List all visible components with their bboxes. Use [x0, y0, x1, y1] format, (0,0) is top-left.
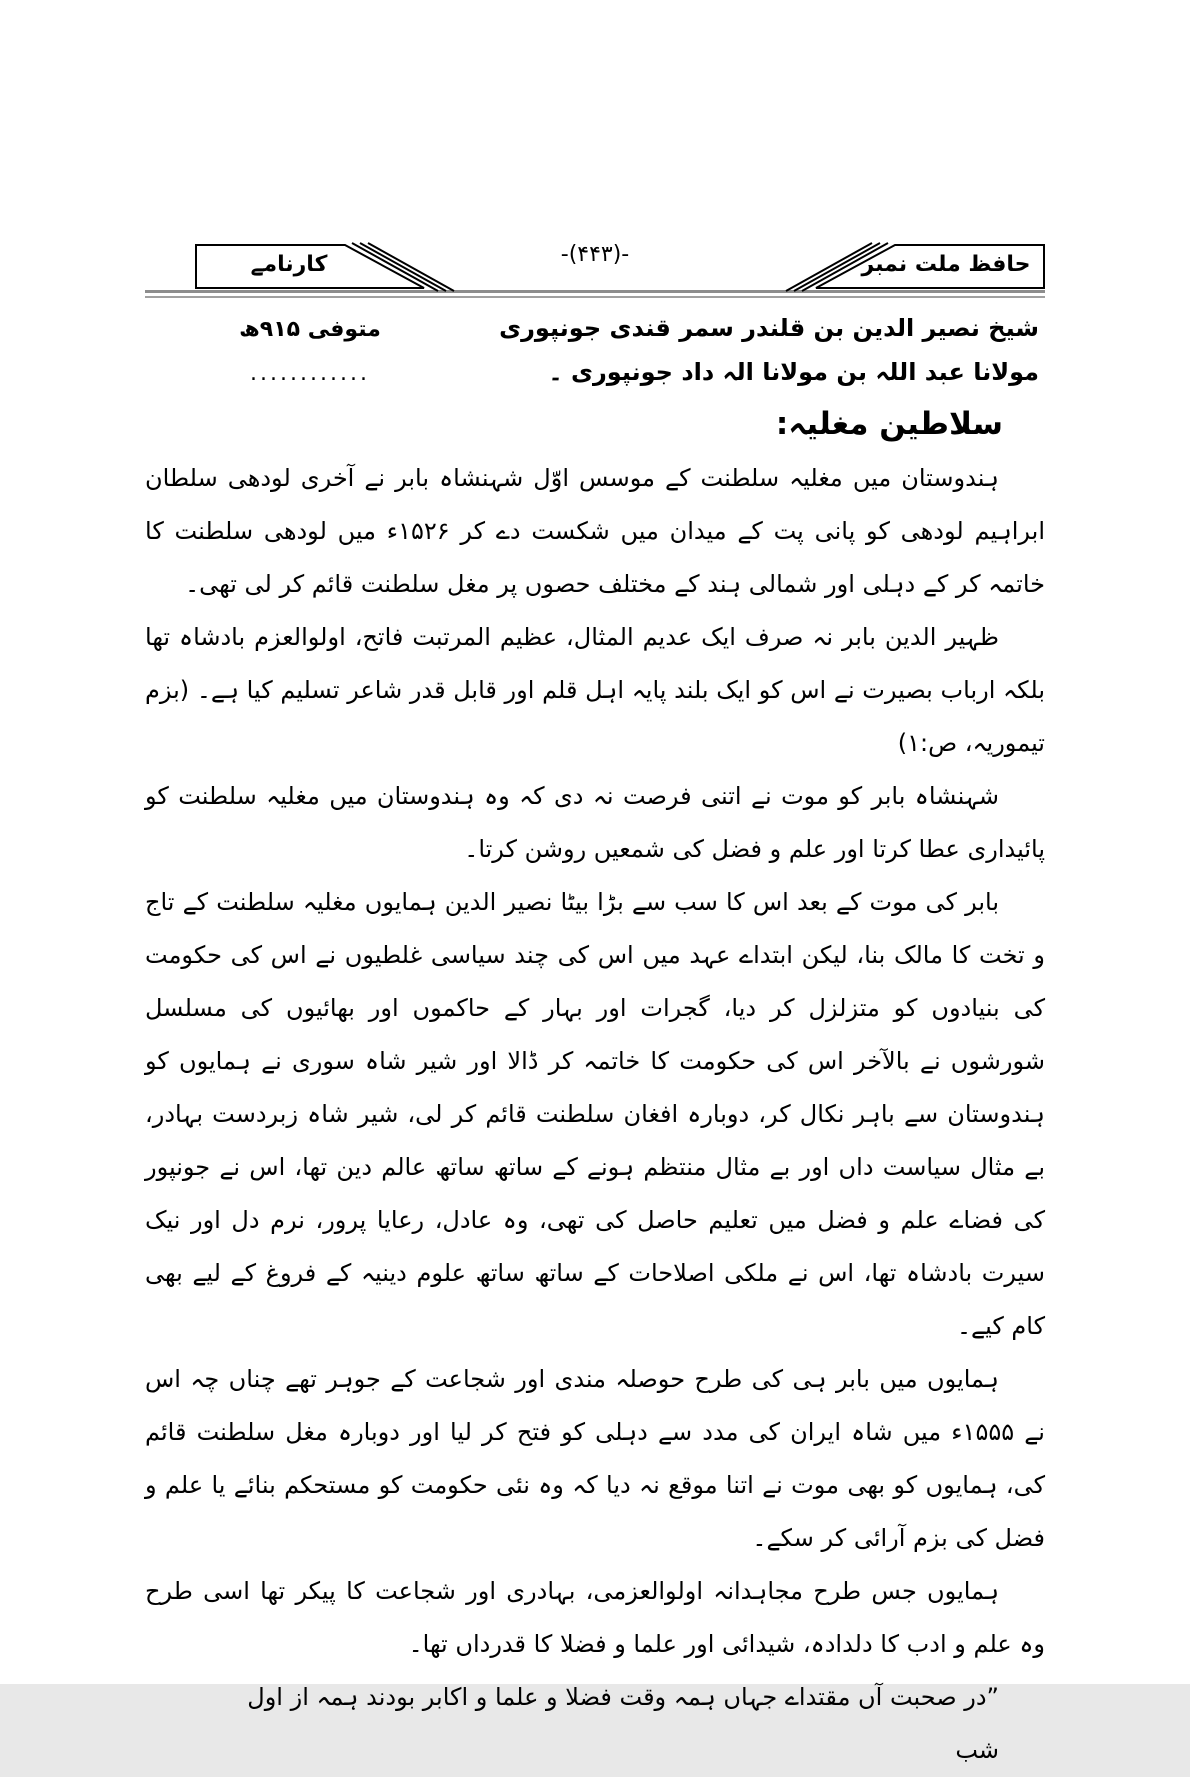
- paragraph-2: ظہیر الدین بابر نہ صرف ایک عدیم المثال، عظیم المرتبت فاتح، اولوالعزم بادشاہ تھا بلکہ ارباب بصیرت نے اس کو ایک بلند پایہ اہل قلم اور قابل قدر شاعر تسلیم کیا ہے۔ (بزم تیموریہ، ص:۱): [145, 623, 1045, 757]
- paragraph-6: ہمایوں جس طرح مجاہدانہ اولوالعزمی، بہادری اور شجاعت کا پیکر تھا اسی طرح وہ علم و ادب کا دلدادہ، شیدائی اور علما و فضلا کا قدرداں تھا۔: [145, 1577, 1045, 1658]
- byline-row-1: [145, 314, 1045, 342]
- author-name-2: مولانا عبد اللہ بن مولانا الہ داد جونپوری ۔: [548, 358, 1039, 386]
- persian-quote-line: ”در صحبت آں مقتداے جہاں ہمہ وقت فضلا و علما و اکابر بودند ہمہ از اول شب: [247, 1683, 999, 1764]
- paragraph-5: ہمایوں میں بابر ہی کی طرح حوصلہ مندی اور شجاعت کے جوہر تھے چناں چہ اس نے ۱۵۵۵ء میں شاہ ایران کی مدد سے دہلی کو فتح کر لیا اور دوبارہ مغل سلطنت قائم کی، ہمایوں کو بھی موت نے اتنا موقع نہ دیا کہ وہ نئی حکومت کو مستحکم بنائے یا علم و فضل کی بزم آرائی کر سکے۔: [145, 1365, 1045, 1552]
- death-year-1: متوفی ۹۱۵ھ: [239, 317, 381, 342]
- right-tab-label: حافظ ملت نمبر: [861, 252, 1031, 277]
- left-tab-label: کارنامے: [250, 252, 328, 277]
- page-header: [145, 226, 1045, 290]
- page-content: [145, 226, 1045, 1777]
- paragraph-3: شہنشاہ بابر کو موت نے اتنی فرصت نہ دی کہ وہ ہندوستان میں مغلیہ سلطنت کو پائیداری عطا کرتا اور علم و فضل کی شمعیں روشن کرتا۔: [145, 782, 1045, 863]
- paragraph-4: بابر کی موت کے بعد اس کا سب سے بڑا بیٹا نصیر الدین ہمایوں مغلیہ سلطنت کے تاج و تخت کا مالک بنا، لیکن ابتداے عہد میں اس کی چند سیاسی غلطیوں نے اس کی حکومت کی بنیادوں کو متزلزل کر دیا، گجرات اور بہار کے حاکموں اور بھائیوں کی مسلسل شورشوں نے بالآخر اس کی حکومت کا خاتمہ کر ڈالا اور شیر شاہ سوری نے ہمایوں کو ہندوستان سے باہر نکال کر، دوبارہ افغان سلطنت قائم کر لی، شیر شاہ زبردست بہادر، بے مثال سیاست داں اور بے مثال منتظم ہونے کے ساتھ ساتھ عالم دین تھا، اس نے جونپور کی فضاے علم و فضل میں تعلیم حاصل کی تھی، وہ عادل، رعایا پرور، نرم دل اور نیک سیرت بادشاہ تھا، اس نے ملکی اصلاحات کے ساتھ ساتھ علوم دینیہ کے فروغ کے لیے بھی کام کیے۔: [145, 888, 1045, 1340]
- section-heading: سلاطین مغلیہ:: [775, 406, 1003, 442]
- death-year-2-dots: ............: [250, 361, 370, 386]
- byline-row-2: [145, 358, 1045, 386]
- page-number: -(۴۴۳)-: [560, 242, 630, 267]
- author-name-1: شیخ نصیر الدین بن قلندر سمر قندی جونپوری: [499, 314, 1039, 342]
- paragraph-1: ہندوستان میں مغلیہ سلطنت کے موسس اوّل شہنشاہ بابر نے آخری لودھی سلطان ابراہیم لودھی کو پانی پت کے میدان میں شکست دے کر ۱۵۲۶ء میں لودھی سلطنت کا خاتمہ کر کے دہلی اور شمالی ہند کے مختلف حصوں پر مغل سلطنت قائم کر لی تھی۔: [145, 464, 1046, 598]
- header-right-tab: [773, 242, 1045, 292]
